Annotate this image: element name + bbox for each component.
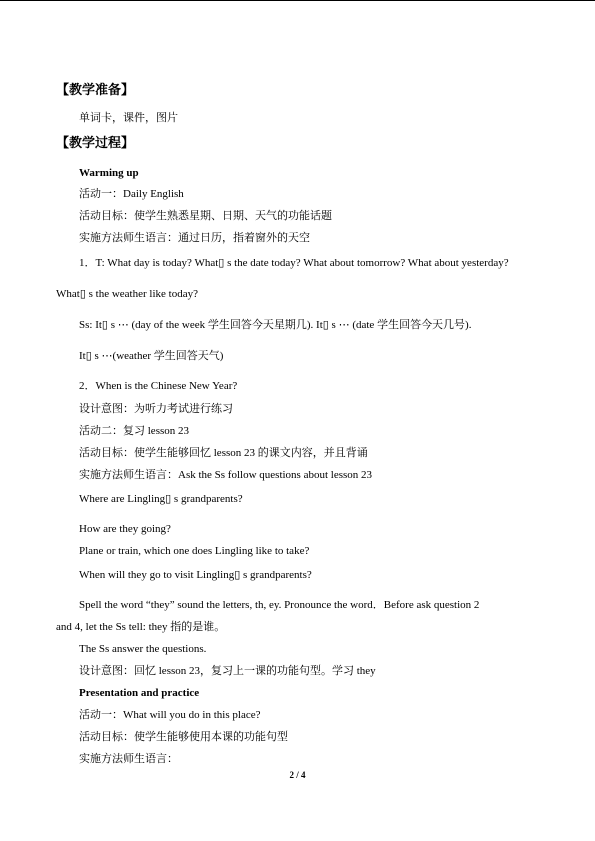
presentation-activity-one: 活动一：What will you do in this place? — [79, 709, 261, 721]
question-one-line1: 1．T: What day is today? What▯ s the date today? What about tomorrow? What about yesterday? — [79, 257, 509, 269]
weather-answer-line: It▯ s ⋯(weather 学生回答天气) — [79, 350, 224, 362]
review-question-d: When will they go to visit Lingling▯ s grandparents? — [79, 569, 312, 581]
students-answer-questions: The Ss answer the questions. — [79, 643, 207, 655]
activity-two-goal: 活动目标：使学生能够回忆 lesson 23 的课文内容，并且背诵 — [79, 447, 368, 459]
activity-one: 活动一：Daily English — [79, 188, 184, 200]
prep-items: 单词卡，课件，图片 — [79, 112, 178, 124]
activity-two: 活动二：复习 lesson 23 — [79, 425, 189, 437]
activity-two-method: 实施方法师生语言：Ask the Ss follow questions about lesson 23 — [79, 469, 373, 481]
process-heading: 【教学过程】 — [56, 135, 135, 150]
review-question-c: Plane or train, which one does Lingling like to take? — [79, 545, 310, 557]
page-number: 2 / 4 — [289, 770, 306, 780]
review-question-a: Where are Lingling▯ s grandparents? — [79, 493, 243, 505]
students-answer-line: Ss: It▯ s ⋯ (day of the week 学生回答今天星期几). It▯ s ⋯ (date 学生回答今天几号). — [79, 319, 472, 331]
spell-instruction-line1: Spell the word “they” sound the letters, th, ey. Pronounce the word．Before ask question 2 — [79, 599, 480, 611]
question-two: 2．When is the Chinese New Year? — [79, 380, 238, 392]
presentation-activity-method: 实施方法师生语言： — [79, 753, 178, 765]
review-question-b: How are they going? — [79, 523, 171, 535]
header-rule — [0, 0, 595, 1]
spell-instruction-line2: and 4, let the Ss tell: they 指的是谁。 — [56, 621, 226, 633]
prep-heading: 【教学准备】 — [56, 82, 135, 97]
design-intent-two: 设计意图：回忆 lesson 23，复习上一课的功能句型。学习 they — [79, 665, 376, 677]
warming-up-title: Warming up — [79, 167, 139, 179]
design-intent-one: 设计意图：为听力考试进行练习 — [79, 403, 233, 415]
activity-one-goal: 活动目标：使学生熟悉星期、日期、天气的功能话题 — [79, 210, 332, 222]
activity-one-method: 实施方法师生语言：通过日历，指着窗外的天空 — [79, 232, 310, 244]
question-one-line2: What▯ s the weather like today? — [56, 288, 198, 300]
presentation-title: Presentation and practice — [79, 687, 200, 699]
presentation-activity-goal: 活动目标：使学生能够使用本课的功能句型 — [79, 731, 288, 743]
